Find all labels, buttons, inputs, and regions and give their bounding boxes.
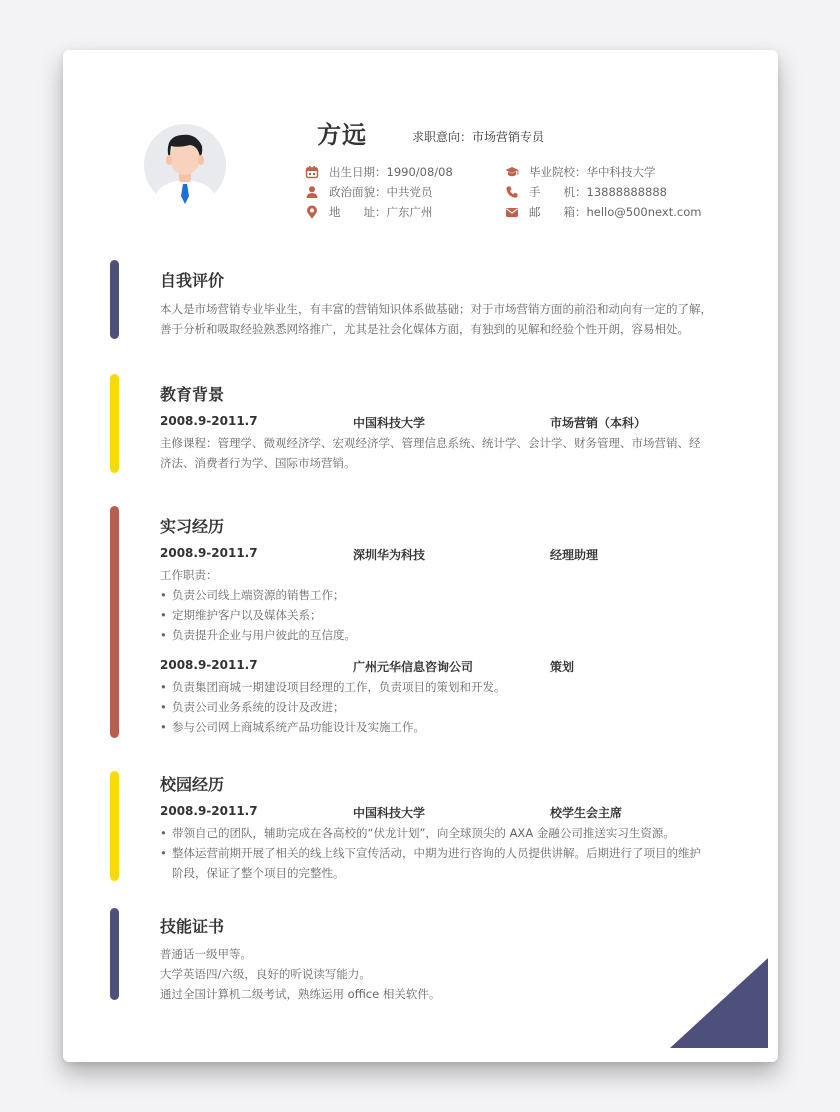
resume-page: 方远 求职意向：市场营销专员 出生日期：1990/08/08 政治面貌：中共党员 地 址：广东广州 毕业院校：华中科技大学 手 机：13888888888 邮 箱：hello@500next.com 自我评价 本人是市场营销专业毕业生，有丰富的营销知识体系做基础；对于市场营销方面的前沿和动向有一定的了解， 善于分析和吸取经验熟悉网络推广，尤其是社会化媒体方面，有独到的见解和经验个性开朗，容易相处。 教育背景 2008.9-2011.7 中国科技大学 市场营销（本科） 主修课程：管理学、微观经济学、宏观经济学、管理信息系统、统计学、会计学、财务管理、市场营销、经 济法、消费者行为学、国际市场营销。 实习经历 2008.9-2011.7 深圳华为科技 经理助理 工作职责： • 负责公司线上端资源的销售工作； • 定期维护客户以及媒体关系； • 负责提升企业与用户彼此的互信度。 2008.9-2011.7 广州元华信息咨询公司 策划 • 负责集团商城一期建设项目经理的工作，负责项目的策划和开发。 • 负责公司业务系统的设计及改进； • 参与公司网上商城系统产品功能设计及实施工作。 校园经历 2008.9-2011.7 中国科技大学 校学生会主席 • 带领自己的团队，辅助完成在各高校的“伏龙计划”，向全球顶尖的 AXA 金融公司推送实习生资源。 • 整体运营前期开展了相关的线上线下宣传活动，中期为进行咨询的人员提供讲解。后期进行了项目的维护 阶段，保证了整个项目的完整性。 技能证书 普通话一级甲等。 大学英语四/六级，良好的听说读写能力。 通过全国计算机二级考试，熟练运用 office 相关软件。 (63, 50, 778, 1062)
graduation-cap-icon (505, 165, 519, 179)
section-accent-bar (110, 374, 119, 473)
list-item: 阶段，保证了整个项目的完整性。 (172, 866, 345, 880)
section-accent-bar (110, 908, 119, 1000)
list-item: • 负责集团商城一期建设项目经理的工作，负责项目的策划和开发。 (160, 680, 506, 694)
mail-icon (505, 205, 519, 219)
list-item: • 负责提升企业与用户彼此的互信度。 (160, 628, 356, 642)
calendar-icon (305, 165, 319, 179)
paragraph-line: 善于分析和吸取经验熟悉网络推广，尤其是社会化媒体方面，有独到的见解和经验个性开朗，容易相处。 (160, 322, 689, 336)
list-item: • 定期维护客户以及媒体关系； (160, 608, 322, 622)
skill-line: 大学英语四/六级，良好的听说读写能力。 (160, 967, 371, 981)
avatar (144, 124, 226, 206)
phone-icon (505, 185, 519, 199)
list-item: • 负责公司业务系统的设计及改进； (160, 700, 345, 714)
entry-role: 经理助理 (550, 548, 599, 562)
candidate-name: 方远 (317, 121, 367, 149)
paragraph-line: 济法、消费者行为学、国际市场营销。 (160, 456, 356, 470)
entry-role: 市场营销（本科） (550, 416, 647, 430)
paragraph-line: 主修课程：管理学、微观经济学、宏观经济学、管理信息系统、统计学、会计学、财务管理、市场营销、经 (160, 436, 701, 450)
job-intent: 求职意向：市场营销专员 (412, 130, 545, 144)
person-icon (305, 185, 319, 199)
list-item: • 整体运营前期开展了相关的线上线下宣传活动，中期为进行咨询的人员提供讲解。后期进行了项目的维护 (160, 846, 701, 860)
entry-date: 2008.9-2011.7 (160, 546, 258, 560)
entry-date: 2008.9-2011.7 (160, 414, 258, 428)
section-title: 技能证书 (160, 917, 225, 936)
section-title: 教育背景 (160, 385, 225, 404)
section-accent-bar (110, 260, 119, 339)
skill-line: 普通话一级甲等。 (160, 947, 252, 961)
paragraph-line: 本人是市场营销专业毕业生，有丰富的营销知识体系做基础；对于市场营销方面的前沿和动向有一定的了解， (160, 302, 712, 316)
entry-organization: 中国科技大学 (353, 806, 426, 820)
location-icon (305, 205, 319, 219)
entry-organization: 中国科技大学 (353, 416, 426, 430)
entry-date: 2008.9-2011.7 (160, 804, 258, 818)
entry-role: 策划 (550, 660, 575, 674)
entry-organization: 深圳华为科技 (353, 548, 426, 562)
section-accent-bar (110, 771, 119, 881)
list-item: • 负责公司线上端资源的销售工作； (160, 588, 345, 602)
section-title: 校园经历 (160, 775, 225, 794)
corner-decoration (670, 958, 768, 1048)
section-title: 自我评价 (160, 271, 225, 290)
section-title: 实习经历 (160, 517, 225, 536)
list-item: • 参与公司网上商城系统产品功能设计及实施工作。 (160, 720, 425, 734)
duty-label: 工作职责： (160, 568, 218, 582)
person-avatar-icon (144, 124, 226, 206)
entry-organization: 广州元华信息咨询公司 (353, 660, 474, 674)
list-item: • 带领自己的团队，辅助完成在各高校的“伏龙计划”，向全球顶尖的 AXA 金融公司推送实习生资源。 (160, 826, 675, 840)
section-accent-bar (110, 506, 119, 738)
entry-date: 2008.9-2011.7 (160, 658, 258, 672)
entry-role: 校学生会主席 (550, 806, 623, 820)
skill-line: 通过全国计算机二级考试，熟练运用 office 相关软件。 (160, 987, 441, 1001)
